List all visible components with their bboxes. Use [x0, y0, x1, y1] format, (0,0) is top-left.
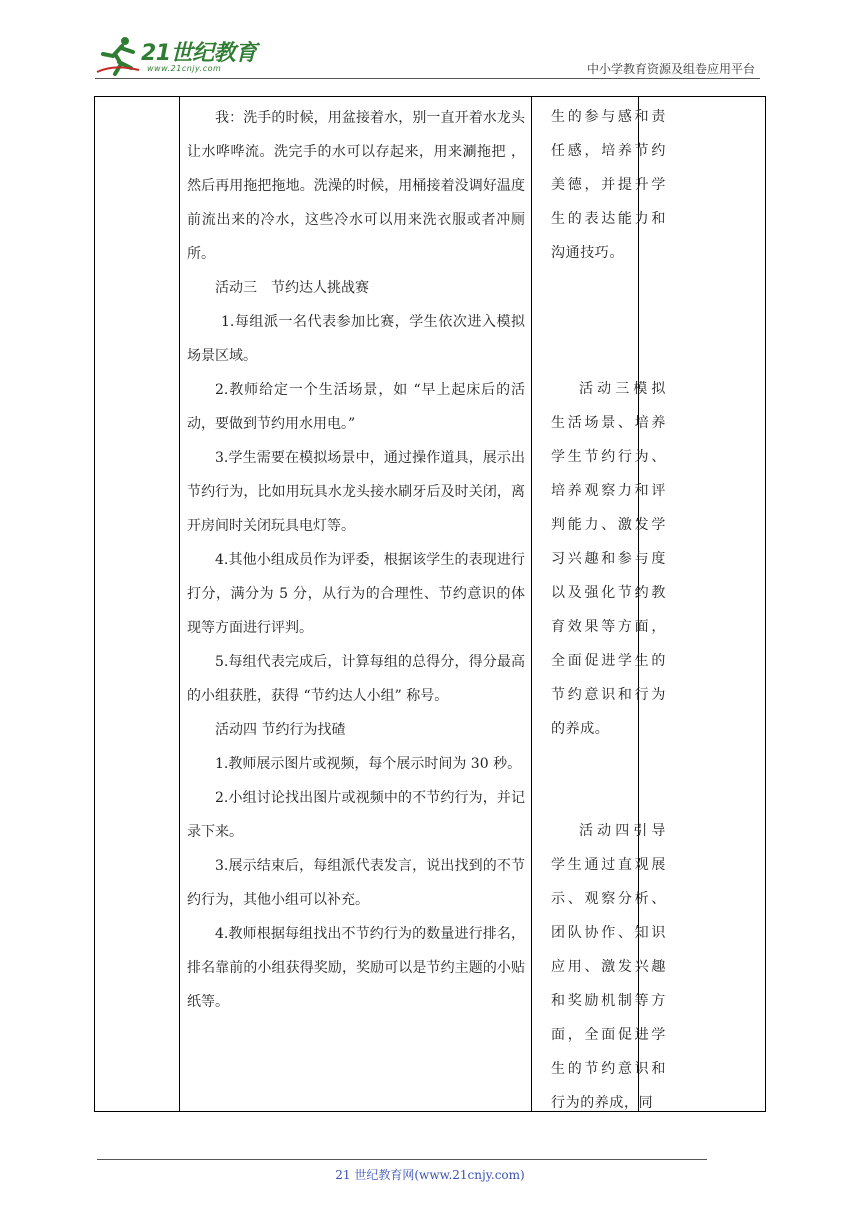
note-text: 活动四引导学生通过直观展示、观察分析、团队协作、知识应用、激发兴趣和奖励机制等方面，全面促进学生的节约意识和行为的养成，同: [551, 823, 666, 1111]
platform-title: 中小学教育资源及组卷应用平台: [586, 62, 755, 76]
activity-three-step-1: 1.每组派一名代表参加比赛，学生依次进入模拟场景区域。: [187, 314, 525, 364]
footer-divider: [97, 1159, 707, 1160]
logo-text: 21世纪教育: [141, 41, 257, 66]
header-divider: [95, 78, 760, 79]
activity-three-heading: 活动三 节约达人挑战赛: [215, 280, 369, 296]
column-divider: [531, 97, 532, 1111]
activity-four-step-2: 2.小组讨论找出图片或视频中的不节约行为，并记录下来。: [187, 790, 525, 840]
activity-four-step-4: 4.教师根据每组找出不节约行为的数量进行排名，排名靠前的小组获得奖励，奖励可以是节约主题的小贴纸等。: [187, 926, 525, 1010]
activity-four-heading: 活动四 节约行为找碴: [215, 722, 346, 738]
design-intent-note-1: [551, 100, 666, 270]
activity-three-step-5: 5.每组代表完成后，计算每组的总得分，得分最高的小组获胜，获得 “节约达人小组” 称号。: [187, 654, 525, 704]
column-divider: [179, 97, 180, 1111]
footer-link[interactable]: 21 世纪教育网(www.21cnjy.com): [335, 1168, 525, 1182]
runner-logo-icon: [95, 34, 143, 76]
page-header: [95, 30, 760, 80]
activity-three-step-2: 2.教师给定一个生活场景，如 “早上起床后的活动，要做到节约用水用电。”: [187, 382, 525, 432]
design-intent-note-3: [551, 814, 666, 1120]
paragraph-me: 我：洗手的时候，用盆接着水，别一直开着水龙头让水哗哗流。洗完手的水可以存起来，用来涮拖把 ，然后再用拖把拖地。洗澡的时候，用桶接着没调好温度前流出来的冷水，这些冷水可以用来洗衣服或者冲厕所。: [187, 110, 525, 262]
note-text: 生的参与感和责任感，培养节约美德，并提升学生的表达能力和沟通技巧。: [551, 109, 666, 261]
activity-three-step-3: 3.学生需要在模拟场景中，通过操作道具，展示出节约行为，比如用玩具水龙头接水刷牙后及时关闭，离开房间时关闭玩具电灯等。: [187, 450, 525, 534]
design-intent-note-2: [551, 372, 666, 746]
site-logo[interactable]: [95, 34, 265, 76]
activity-content: [187, 101, 525, 1019]
logo-url: www.21cnjy.com: [147, 64, 222, 73]
activity-three-step-4: 4.其他小组成员作为评委，根据该学生的表现进行打分，满分为 5 分，从行为的合理性、节约意识的体现等方面进行评判。: [187, 552, 525, 636]
activity-four-step-3: 3.展示结束后，每组派代表发言，说出找到的不节约行为，其他小组可以补充。: [187, 858, 525, 908]
activity-four-step-1: 1.教师展示图片或视频，每个展示时间为 30 秒。: [215, 756, 522, 772]
note-text: 活动三模拟生活场景、培养学生节约行为、培养观察力和评判能力、激发学习兴趣和参与度以及强化节约教育效果等方面，全面促进学生的节约意识和行为的养成。: [551, 381, 666, 737]
